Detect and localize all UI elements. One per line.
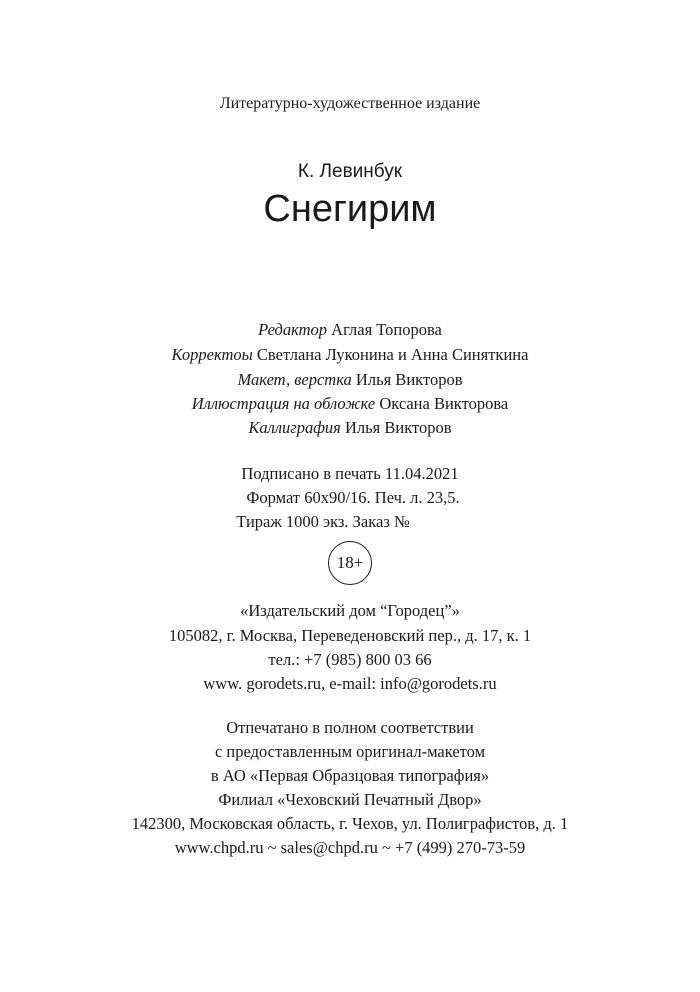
credit-person: Илья Викторов (355, 370, 463, 389)
credit-role: Корректоы (171, 345, 253, 364)
printer-line-4: Филиал «Чеховский Печатный Двор» (218, 790, 482, 809)
publisher-name: «Издательский дом “Городец”» (240, 601, 460, 620)
credit-role: Макет, верстка (237, 370, 352, 389)
age-rating-badge: 18+ (328, 541, 372, 585)
credit-proofreaders (0, 345, 700, 365)
credit-role: Каллиграфия (248, 418, 341, 437)
credit-role: Редактор (258, 320, 328, 339)
credit-layout (0, 370, 700, 390)
credit-person: Оксана Викторова (379, 394, 509, 413)
print-format: Формат 60х90/16. Печ. л. 23,5. (246, 488, 460, 507)
book-title: Снегирим (263, 188, 437, 230)
publisher-address: 105082, г. Москва, Переведеновский пер., д. 17, к. 1 (168, 626, 532, 645)
credit-person: Илья Викторов (344, 418, 452, 437)
printer-address: 142300, Московская область, г. Чехов, ул. Полиграфистов, д. 1 (131, 814, 569, 833)
printer-line-1: Отпечатано в полном соответствии (226, 718, 474, 737)
credit-role: Иллюстрация на обложке (191, 394, 376, 413)
printer-contacts: www.chpd.ru ~ sales@chpd.ru ~ +7 (499) 270-73-59 (174, 838, 526, 857)
print-run: Тираж 1000 экз. Заказ № (236, 512, 410, 531)
author-name: К. Левинбук (297, 161, 403, 182)
printer-line-2: с предоставленным оригинал-макетом (214, 742, 486, 761)
print-signed-date: Подписано в печать 11.04.2021 (241, 464, 459, 483)
credit-editor (0, 320, 700, 340)
publisher-contacts: www. gorodets.ru, e-mail: info@gorodets.ru (203, 674, 497, 693)
credit-cover-illustration (0, 394, 700, 414)
credit-person: Светлана Луконина и Анна Синяткина (256, 345, 529, 364)
publisher-phone: тел.: +7 (985) 800 03 66 (268, 650, 432, 669)
credit-calligraphy (0, 418, 700, 438)
credit-person: Аглая Топорова (331, 320, 442, 339)
printer-line-3: в АО «Первая Образцовая типография» (210, 766, 490, 785)
series-label: Литературно-художественное издание (219, 95, 481, 112)
